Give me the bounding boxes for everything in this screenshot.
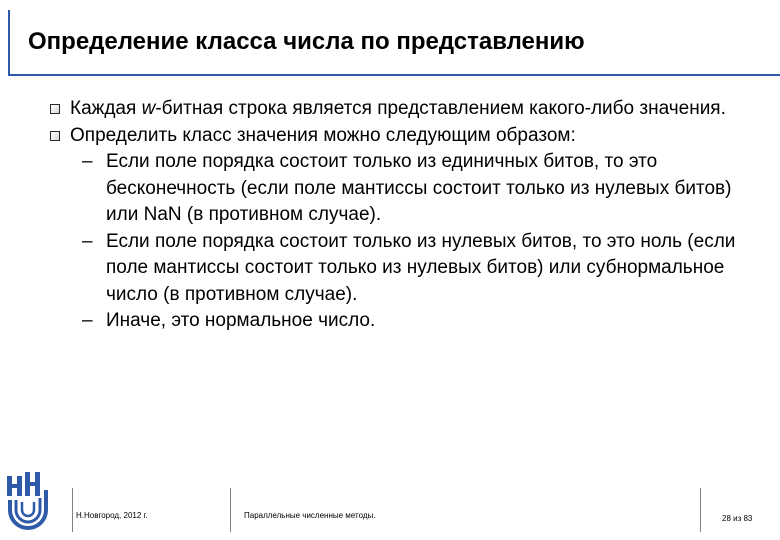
bullet-text-emphasis: w xyxy=(141,98,156,119)
bullet-text-end: -битная строка является представлением какого-либо значения. xyxy=(155,98,726,119)
footer-divider xyxy=(700,488,701,532)
sub-item xyxy=(0,149,780,229)
footer-location-date: Н.Новгород, 2012 г. xyxy=(76,511,148,520)
square-bullet-icon xyxy=(50,131,60,141)
university-logo-icon xyxy=(6,470,50,532)
dash-bullet: – xyxy=(82,310,93,331)
page-title: Определение класса числа по представлению xyxy=(28,28,585,55)
page-number: 28 из 83 xyxy=(722,514,753,523)
title-bar xyxy=(8,8,780,78)
bullet-text-start: Каждая xyxy=(70,98,142,119)
sub-item xyxy=(0,229,780,309)
sub-item-text: Если поле порядка состоит только из единичных битов, то это бесконечность (если поле мантиссы состоит только из нулевых битов) или NaN (в противном случае). xyxy=(106,151,732,225)
title-accent-line xyxy=(8,10,10,74)
footer-course-title: Параллельные численные методы. xyxy=(244,511,376,520)
footer-divider xyxy=(72,488,73,532)
bullet-item xyxy=(0,96,780,123)
square-bullet-icon xyxy=(50,104,60,114)
slide-content xyxy=(0,96,780,335)
title-underline xyxy=(8,74,780,76)
dash-bullet: – xyxy=(82,230,93,252)
sub-item-text: Иначе, это нормальное число. xyxy=(106,310,376,331)
bullet-text: Определить класс значения можно следующим образом: xyxy=(70,124,576,146)
footer-divider xyxy=(230,488,231,532)
sub-item xyxy=(0,308,780,335)
dash-bullet: – xyxy=(82,151,93,172)
sub-item-text: Если поле порядка состоит только из нулевых битов, то это ноль (если поле мантиссы состоит только из нулевых битов) или субнормальное число (в противном случае). xyxy=(106,230,736,305)
bullet-item xyxy=(0,123,780,150)
